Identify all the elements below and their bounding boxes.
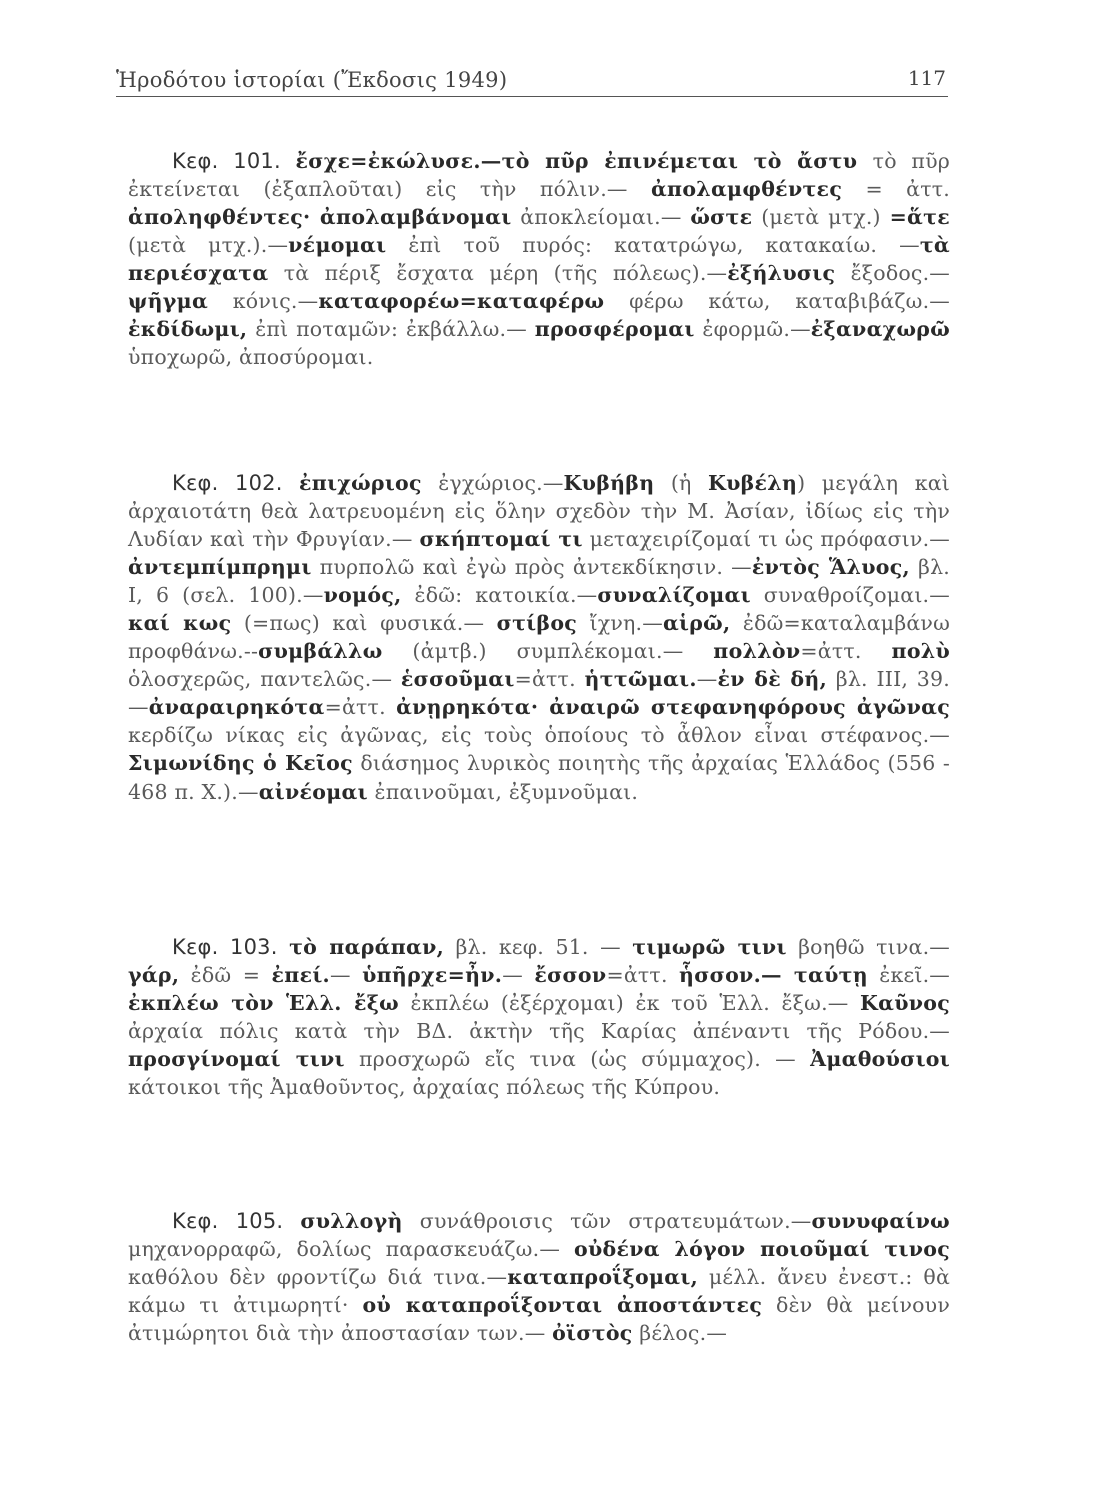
gloss-text: ἔξοδος.— (835, 260, 950, 285)
headword: πολὺ (891, 639, 950, 664)
headword: αἰνέομαι (258, 779, 368, 804)
headword: ἐπεί. (271, 962, 330, 987)
headword: συναλίζομαι (597, 582, 751, 607)
headword: οὐδένα λόγον ποιοῦμαί τινος (573, 1236, 950, 1261)
gloss-text: βέλος.— (632, 1320, 728, 1345)
chapter-101-entry (128, 147, 950, 372)
headword: ἀναραιρηκότα (148, 695, 325, 720)
gloss-text: διάσημος λυρικὸς ποιητὴς τῆς ἀρχαίας Ἑλλάδος (556 - 468 π. Χ.).— (128, 751, 950, 804)
gloss-text: (ἀμτβ.) συμπλέκομαι.— (382, 639, 714, 664)
headword: ἔσχε=ἐκώλυσε.—τὸ πῦρ ἐπινέμεται τὸ ἄστυ (295, 148, 873, 173)
headword: ἐξήλυσις (727, 260, 836, 285)
gloss-text: βλ. I, 6 (σελ. 100).— (128, 554, 950, 607)
gloss-text: — (696, 667, 718, 692)
headword: καί κως (128, 610, 232, 635)
headword: ἐπιχώριος (299, 470, 422, 495)
page-number: 117 (907, 66, 946, 90)
headword: Καῦνος (860, 990, 951, 1015)
headword: προσγίνομαί τινι (128, 1046, 345, 1071)
headword: σκήπτομαί τι (419, 526, 583, 551)
gloss-text: ἐδῶ: κατοικία.— (401, 582, 598, 607)
headword: νομός, (323, 582, 402, 607)
headword: Κυβέλη (707, 470, 798, 495)
headword: ἀντεμπίμπρημι (128, 554, 312, 579)
gloss-text: =ἀττ. (800, 639, 892, 664)
gloss-text: =ἀττ. (606, 962, 680, 987)
headword: ἧσσον.— ταύτῃ (679, 962, 868, 987)
headword: αἱρῶ, (662, 610, 731, 635)
gloss-text: πυρπολῶ καὶ ἐγὼ πρὸς ἀντεκδίκησιν. — (311, 554, 752, 579)
headword: τιμωρῶ τινι (632, 934, 787, 959)
gloss-text: ἐκεῖ.— (867, 962, 950, 987)
running-header (116, 62, 948, 97)
gloss-text: ὑποχωρῶ, ἀποσύρομαι. (128, 345, 374, 370)
chapter-102-entry (128, 469, 950, 806)
headword: ἐντὸς Ἅλυος, (751, 554, 910, 579)
gloss-text: =ἀττ. (324, 695, 397, 720)
headword: ἐξαναχωρῶ (810, 317, 951, 342)
gloss-text: συνάθροισις τῶν στρατευμάτων.— (402, 1208, 812, 1233)
chapter-heading: Κεφ. 101. (172, 148, 281, 173)
headword: καταπροΐξομαι, (507, 1264, 699, 1289)
gloss-text: προσχωρῶ εἴς τινα (ὡς σύμμαχος). — (344, 1046, 811, 1071)
gloss-text: ἐκπλέω (ἐξέρχομαι) ἐκ τοῦ Ἑλλ. ἔξω.— (399, 990, 861, 1015)
headword: ἡττῶμαι. (584, 667, 697, 692)
gloss-text: ἐγχώριος.— (421, 470, 564, 495)
headword: προσφέρομαι (534, 317, 695, 342)
gloss-text: καθόλου δὲν φροντίζω διά τινα.— (128, 1264, 508, 1289)
gloss-text: (μετὰ μτχ.).— (128, 232, 289, 257)
gloss-text: μεταχειρίζομαί τι ὡς πρόφασιν.— (582, 526, 951, 551)
gloss-text: ἐδῶ=καταλαμβάνω προφθάνω.-- (128, 610, 950, 664)
headword: ἀπολαμφθέντες (650, 176, 843, 201)
gloss-text: ἀρχαία πόλις κατὰ τὴν ΒΔ. ἀκτὴν τῆς Καρίας ἀπέναντι τῆς Ρόδου.— (128, 1018, 950, 1043)
gloss-text: (μετὰ μτχ.) (752, 204, 890, 229)
headword: νέμομαι (288, 232, 387, 257)
chapter-heading: Κεφ. 105. (172, 1208, 284, 1233)
headword: ἐκδίδωμι, (128, 317, 248, 342)
headword: συνυφαίνω (811, 1208, 950, 1233)
gloss-text: τὸ πῦρ ἐκτείνεται (ἐξαπλοῦται) εἰς τὴν πόλιν.— (128, 148, 951, 201)
headword: γάρ, (128, 962, 180, 987)
headword: οὐ καταπροΐξονται ἀποστάντες (362, 1292, 763, 1317)
gloss-text: φέρω κάτω, καταβιβάζω.— (604, 288, 950, 313)
gloss-text: μηχανορραφῶ, δολίως παρασκευάζω.— (128, 1236, 574, 1261)
gloss-text: βλ. III, 39.— (128, 667, 951, 720)
gloss-text: κόνις.— (208, 288, 319, 313)
gloss-text: κερδίζω νίκας εἰς ἀγῶνας, εἰς τοὺς ὁποίους τὸ ἆθλον εἶναι στέφανος.— (128, 723, 950, 748)
headword: ἀνῃρηκότα· ἀναιρῶ στεφανηφόρους ἀγῶνας (396, 695, 950, 720)
gloss-text: (=πως) καὶ φυσικά.— (231, 610, 497, 635)
gloss-text: =ἀττ. (514, 667, 585, 692)
gloss-text: ἴχνη.— (577, 610, 663, 635)
gloss-text: τὰ πέριξ ἔσχατα μέρη (τῆς πόλεως).— (268, 260, 728, 285)
gloss-text: μέλλ. ἄνευ ἐνεστ.: θὰ κάμω τι ἀτιμωρητί· (128, 1264, 950, 1317)
headword: ἔσσον (534, 962, 607, 987)
gloss-text: = ἀττ. (842, 176, 950, 201)
headword: ἐν δὲ δή, (717, 667, 828, 692)
headword: ἐκπλέω τὸν Ἑλλ. ἔξω (128, 990, 399, 1015)
gloss-text: ἐδῶ = (179, 962, 272, 987)
gloss-text: συναθροίζομαι.— (750, 582, 950, 607)
headword: Σιμωνίδης ὁ Κεῖος (128, 751, 353, 776)
gloss-text: ἐφορμῶ.— (694, 317, 811, 342)
headword: ψῆγμα (128, 288, 209, 313)
gloss-text: δὲν θὰ μείνουν ἀτιμώρητοι διὰ τὴν ἀποστασίαν των.— (128, 1292, 950, 1345)
gloss-text: — (330, 962, 363, 987)
headword: Ἀμαθούσιοι (810, 1046, 950, 1071)
headword: τὰ περιέσχατα (128, 232, 951, 285)
gloss-text: — (502, 962, 535, 987)
gloss-text: ἀποκλείομαι.— (511, 204, 691, 229)
headword: πολλὸν (713, 639, 801, 664)
headword: καταφορέω=καταφέρω (318, 288, 605, 313)
chapter-105-entry (128, 1207, 950, 1347)
gloss-text: βλ. κεφ. 51. — (444, 934, 633, 959)
headword: ὑπῆρχε=ἦν. (362, 962, 503, 987)
gloss-text: ἐπαινοῦμαι, ἐξυμνοῦμαι. (367, 779, 639, 804)
gloss-text: ) μεγάλη καὶ ἀρχαιοτάτη θεὰ λατρευομένη εἰς ὅλην σχεδὸν τὴν Μ. Ἀσίαν, ἰδίως εἰς τὴν Λυδίαν καὶ τὴν Φρυγίαν.— (128, 470, 950, 551)
header-title: Ἡροδότου ἱστορίαι (Ἔκδοσις 1949) (116, 68, 508, 92)
chapter-heading: Κεφ. 102. (172, 470, 283, 495)
headword: συμβάλλω (258, 639, 383, 664)
headword: τὸ παράπαν, (289, 934, 445, 959)
headword: Κυβήβη (563, 470, 655, 495)
headword: συλλογὴ (300, 1208, 403, 1233)
headword: στίβος (496, 610, 578, 635)
gloss-text: ἐπὶ τοῦ πυρός: κατατρώγω, κατακαίω. — (386, 232, 920, 257)
headword: =ἅτε (889, 204, 950, 229)
headword: ὥστε (690, 204, 753, 229)
gloss-text: βοηθῶ τινα.— (786, 934, 950, 959)
headword: ἑσσοῦμαι (400, 667, 515, 692)
gloss-text: (ἡ (654, 470, 708, 495)
headword: ἀποληφθέντες· ἀπολαμβάνομαι (128, 204, 512, 229)
gloss-text: ἐπὶ ποταμῶν: ἐκβάλλω.— (247, 317, 535, 342)
gloss-text: κάτοικοι τῆς Ἀμαθοῦντος, ἀρχαίας πόλεως τῆς Κύπρου. (128, 1074, 721, 1099)
chapter-heading: Κεφ. 103. (172, 934, 278, 959)
gloss-text: ὁλοσχερῶς, παντελῶς.— (128, 667, 401, 692)
chapter-103-entry (128, 933, 950, 1102)
headword: ὀϊστὸς (552, 1320, 633, 1345)
